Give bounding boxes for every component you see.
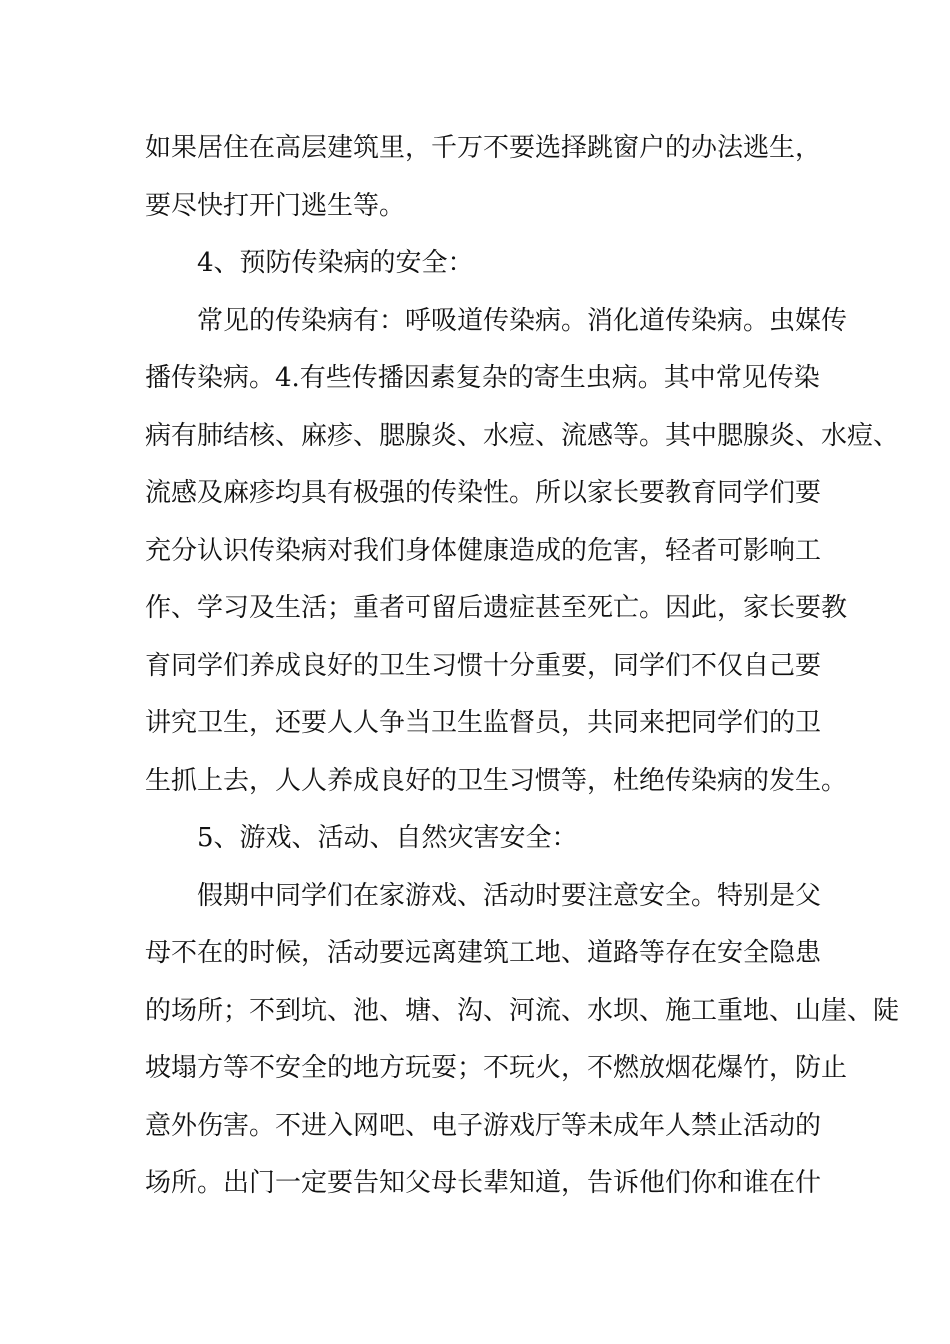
text-line: 坡塌方等不安全的地方玩耍；不玩火，不燃放烟花爆竹，防止	[145, 1053, 848, 1083]
text-line: 要尽快打开门逃生等。	[145, 190, 406, 221]
section-heading: 4、预防传染病的安全：	[197, 248, 474, 278]
text-line: 的场所；不到坑、池、塘、沟、河流、水坝、施工重地、山崖、陡	[145, 995, 900, 1026]
text-line: 如果居住在高层建筑里，千万不要选择跳窗户的办法逃生，	[145, 133, 822, 163]
text-line: 病有肺结核、麻疹、腮腺炎、水痘、流感等。其中腮腺炎、水痘、	[145, 420, 900, 451]
text-line: 充分认识传染病对我们身体健康造成的危害，轻者可影响工	[145, 535, 822, 566]
text-line: 假期中同学们在家游戏、活动时要注意安全。特别是父	[197, 880, 822, 911]
text-line: 作、学习及生活；重者可留后遗症甚至死亡。因此，家长要教	[145, 593, 848, 623]
text-line: 场所。出门一定要告知父母长辈知道，告诉他们你和谁在什	[145, 1168, 822, 1198]
section-heading: 5、游戏、活动、自然灾害安全：	[197, 823, 578, 853]
text-line: 意外伤害。不进入网吧、电子游戏厅等未成年人禁止活动的	[145, 1110, 822, 1141]
text-line: 常见的传染病有：呼吸道传染病。消化道传染病。虫媒传	[197, 305, 848, 336]
text-line: 母不在的时候，活动要远离建筑工地、道路等存在安全隐患	[145, 938, 822, 968]
document-body	[145, 120, 900, 1213]
text-line: 播传染病。4.有些传播因素复杂的寄生虫病。其中常见传染	[145, 363, 820, 393]
text-line: 育同学们养成良好的卫生习惯十分重要，同学们不仅自己要	[145, 650, 822, 681]
text-line: 生抓上去，人人养成良好的卫生习惯等，杜绝传染病的发生。	[145, 765, 848, 796]
text-line: 讲究卫生，还要人人争当卫生监督员，共同来把同学们的卫	[145, 708, 822, 738]
text-line: 流感及麻疹均具有极强的传染性。所以家长要教育同学们要	[145, 478, 822, 508]
